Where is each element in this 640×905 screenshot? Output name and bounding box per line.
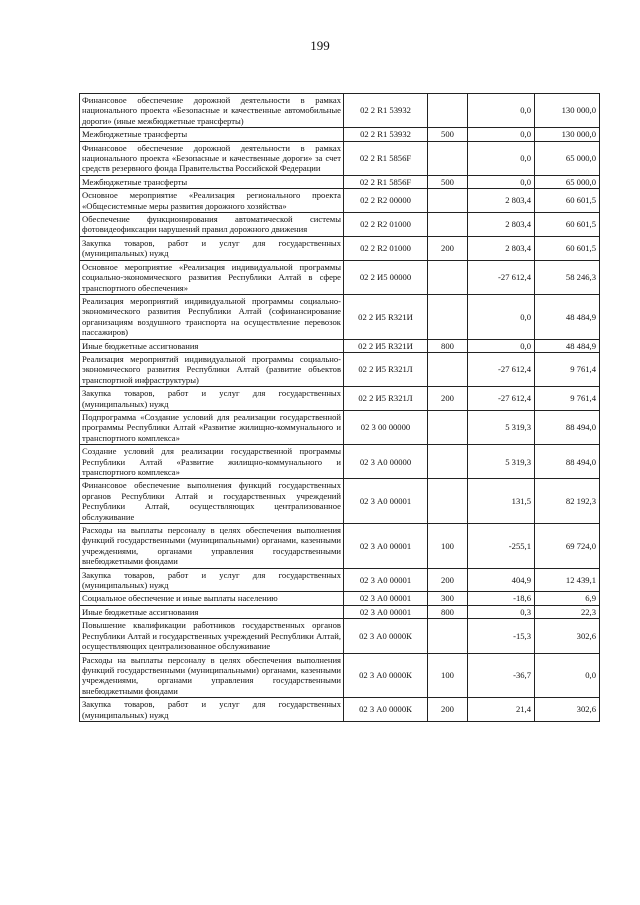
expense-type-code — [428, 141, 468, 175]
change-amount: 0,0 — [468, 339, 535, 352]
target-article-code: 02 3 А0 0000К — [344, 619, 428, 653]
expense-name: Подпрограмма «Создание условий для реализации государственной программы Республики Алтай «Развитие жилищно-коммунального и транспортного комплекса» — [80, 410, 344, 444]
expense-type-code — [428, 619, 468, 653]
table-row — [80, 236, 600, 260]
target-article-code: 02 3 А0 0000К — [344, 698, 428, 722]
change-amount: 0,0 — [468, 175, 535, 188]
target-article-code: 02 3 А0 00001 — [344, 592, 428, 605]
total-amount: 9 761,4 — [535, 352, 600, 386]
total-amount: 65 000,0 — [535, 141, 600, 175]
table-row — [80, 141, 600, 175]
expense-type-code: 200 — [428, 387, 468, 411]
expense-type-code: 200 — [428, 568, 468, 592]
total-amount: 88 494,0 — [535, 410, 600, 444]
target-article-code: 02 2 R1 5856F — [344, 175, 428, 188]
change-amount: 0,0 — [468, 128, 535, 141]
target-article-code: 02 3 А0 00001 — [344, 524, 428, 569]
budget-table — [79, 93, 600, 722]
expense-name: Закупка товаров, работ и услуг для государственных (муниципальных) нужд — [80, 698, 344, 722]
expense-name: Межбюджетные трансферты — [80, 128, 344, 141]
expense-type-code: 500 — [428, 128, 468, 141]
expense-name: Основное мероприятие «Реализация индивидуальной программы социально-экономического развития Республики Алтай в сфере транспортного обеспечения» — [80, 260, 344, 294]
change-amount: 2 803,4 — [468, 213, 535, 237]
change-amount: -255,1 — [468, 524, 535, 569]
total-amount: 130 000,0 — [535, 128, 600, 141]
change-amount: 131,5 — [468, 479, 535, 524]
expense-type-code: 500 — [428, 175, 468, 188]
expense-type-code — [428, 352, 468, 386]
expense-name: Реализация мероприятий индивидуальной программы социально-экономического развития Республики Алтай (софинансирование организациям воздушного транспорта на осуществление перевозок пассажиров) — [80, 294, 344, 339]
expense-type-code — [428, 213, 468, 237]
expense-name: Закупка товаров, работ и услуг для государственных (муниципальных) нужд — [80, 568, 344, 592]
expense-name: Расходы на выплаты персоналу в целях обеспечения выполнения функций государственными (муниципальными) органами, казенными учреждениями, органами управления государственными внебюджетными фондами — [80, 524, 344, 569]
target-article-code: 02 2 И5 00000 — [344, 260, 428, 294]
total-amount: 12 439,1 — [535, 568, 600, 592]
change-amount: -27 612,4 — [468, 260, 535, 294]
target-article-code: 02 2 R1 53932 — [344, 128, 428, 141]
expense-type-code: 300 — [428, 592, 468, 605]
change-amount: 5 319,3 — [468, 445, 535, 479]
total-amount: 60 601,5 — [535, 189, 600, 213]
expense-name: Создание условий для реализации государственной программы Республики Алтай «Развитие жилищно-коммунального и транспортного комплекса» — [80, 445, 344, 479]
expense-type-code: 800 — [428, 605, 468, 618]
target-article-code: 02 3 А0 00001 — [344, 479, 428, 524]
table-row — [80, 189, 600, 213]
expense-type-code — [428, 260, 468, 294]
change-amount: 2 803,4 — [468, 189, 535, 213]
total-amount: 88 494,0 — [535, 445, 600, 479]
table-row — [80, 352, 600, 386]
expense-name: Реализация мероприятий индивидуальной программы социально-экономического развития Республики Алтай (развитие объектов транспортной инфраструктуры) — [80, 352, 344, 386]
expense-type-code — [428, 410, 468, 444]
change-amount: -18,6 — [468, 592, 535, 605]
page-number: 199 — [310, 38, 330, 53]
target-article-code: 02 3 00 00000 — [344, 410, 428, 444]
table-row — [80, 592, 600, 605]
expense-type-code: 100 — [428, 524, 468, 569]
expense-name: Повышение квалификации работников государственных органов Республики Алтай и государственных учреждений Республики Алтай, осуществляющих централизованное обслуживание — [80, 619, 344, 653]
total-amount: 9 761,4 — [535, 387, 600, 411]
table-row — [80, 524, 600, 569]
total-amount: 22,3 — [535, 605, 600, 618]
target-article-code: 02 2 R1 5856F — [344, 141, 428, 175]
table-row — [80, 387, 600, 411]
expense-name: Финансовое обеспечение дорожной деятельности в рамках национального проекта «Безопасные и качественные дороги» за счет средств резервного фонда Правительства Российской Федерации — [80, 141, 344, 175]
target-article-code: 02 2 R2 00000 — [344, 189, 428, 213]
expense-type-code — [428, 294, 468, 339]
expense-name: Финансовое обеспечение выполнения функций государственных органов Республики Алтай и государственных учреждений Республики Алтай, осуществляющих централизованное обслуживание — [80, 479, 344, 524]
target-article-code: 02 3 А0 0000К — [344, 653, 428, 698]
expense-type-code: 200 — [428, 236, 468, 260]
total-amount: 69 724,0 — [535, 524, 600, 569]
change-amount: -15,3 — [468, 619, 535, 653]
expense-name: Иные бюджетные ассигнования — [80, 605, 344, 618]
change-amount: 0,3 — [468, 605, 535, 618]
change-amount: -36,7 — [468, 653, 535, 698]
expense-name: Межбюджетные трансферты — [80, 175, 344, 188]
target-article-code: 02 2 И5 R321И — [344, 339, 428, 352]
table-row — [80, 94, 600, 128]
table-row — [80, 128, 600, 141]
expense-type-code — [428, 445, 468, 479]
target-article-code: 02 2 R2 01000 — [344, 213, 428, 237]
table-row — [80, 479, 600, 524]
expense-name: Закупка товаров, работ и услуг для государственных (муниципальных) нужд — [80, 236, 344, 260]
table-row — [80, 619, 600, 653]
table-row — [80, 294, 600, 339]
table-row — [80, 339, 600, 352]
total-amount: 65 000,0 — [535, 175, 600, 188]
expense-name: Обеспечение функционирования автоматической системы фотовидеофиксации нарушений правил дорожного движения — [80, 213, 344, 237]
expense-name: Расходы на выплаты персоналу в целях обеспечения выполнения функций государственными (муниципальными) органами, казенными учреждениями, органами управления государственными внебюджетными фондами — [80, 653, 344, 698]
table-row — [80, 175, 600, 188]
table-row — [80, 213, 600, 237]
target-article-code: 02 2 И5 R321И — [344, 294, 428, 339]
total-amount: 60 601,5 — [535, 236, 600, 260]
target-article-code: 02 3 А0 00001 — [344, 605, 428, 618]
total-amount: 302,6 — [535, 619, 600, 653]
change-amount: 2 803,4 — [468, 236, 535, 260]
table-row — [80, 605, 600, 618]
target-article-code: 02 3 А0 00000 — [344, 445, 428, 479]
change-amount: -27 612,4 — [468, 352, 535, 386]
expense-type-code — [428, 94, 468, 128]
expense-type-code: 100 — [428, 653, 468, 698]
expense-name: Социальное обеспечение и иные выплаты населению — [80, 592, 344, 605]
total-amount: 60 601,5 — [535, 213, 600, 237]
table-row — [80, 568, 600, 592]
target-article-code: 02 3 А0 00001 — [344, 568, 428, 592]
total-amount: 302,6 — [535, 698, 600, 722]
table-row — [80, 445, 600, 479]
expense-name: Закупка товаров, работ и услуг для государственных (муниципальных) нужд — [80, 387, 344, 411]
change-amount: 21,4 — [468, 698, 535, 722]
change-amount: 404,9 — [468, 568, 535, 592]
table-body — [80, 94, 600, 722]
expense-name: Финансовое обеспечение дорожной деятельности в рамках национального проекта «Безопасные и качественные автомобильные дороги» (иные межбюджетные трансферты) — [80, 94, 344, 128]
target-article-code: 02 2 R2 01000 — [344, 236, 428, 260]
table-row — [80, 260, 600, 294]
change-amount: 0,0 — [468, 294, 535, 339]
expense-type-code: 200 — [428, 698, 468, 722]
change-amount: 0,0 — [468, 141, 535, 175]
total-amount: 48 484,9 — [535, 339, 600, 352]
change-amount: 5 319,3 — [468, 410, 535, 444]
total-amount: 58 246,3 — [535, 260, 600, 294]
total-amount: 0,0 — [535, 653, 600, 698]
expense-name: Иные бюджетные ассигнования — [80, 339, 344, 352]
expense-type-code — [428, 479, 468, 524]
total-amount: 6,9 — [535, 592, 600, 605]
total-amount: 82 192,3 — [535, 479, 600, 524]
table-row — [80, 698, 600, 722]
change-amount: 0,0 — [468, 94, 535, 128]
total-amount: 48 484,9 — [535, 294, 600, 339]
table-row — [80, 410, 600, 444]
target-article-code: 02 2 И5 R321Л — [344, 387, 428, 411]
target-article-code: 02 2 R1 53932 — [344, 94, 428, 128]
expense-type-code — [428, 189, 468, 213]
target-article-code: 02 2 И5 R321Л — [344, 352, 428, 386]
table-row — [80, 653, 600, 698]
expense-type-code: 800 — [428, 339, 468, 352]
total-amount: 130 000,0 — [535, 94, 600, 128]
change-amount: -27 612,4 — [468, 387, 535, 411]
expense-name: Основное мероприятие «Реализация регионального проекта «Общесистемные меры развития дорожного хозяйства» — [80, 189, 344, 213]
